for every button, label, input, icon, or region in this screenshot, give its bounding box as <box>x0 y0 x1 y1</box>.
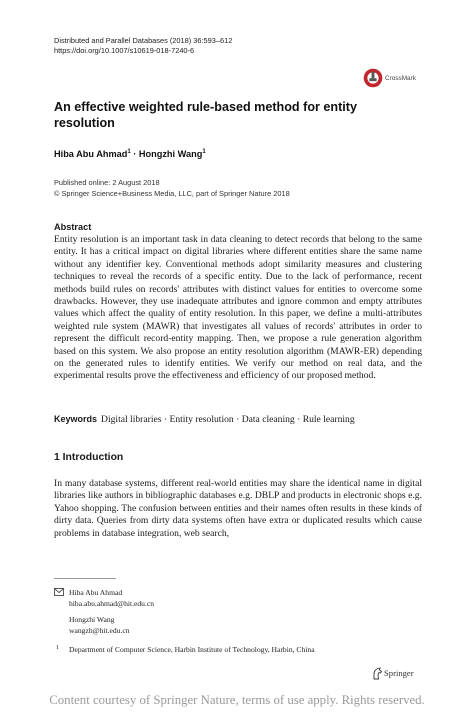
abstract-body <box>54 234 422 383</box>
author-name[interactable]: Hiba Abu Ahmad <box>54 149 128 160</box>
affiliation-number: 1 <box>56 645 59 651</box>
section-heading: 1 Introduction <box>54 452 124 463</box>
author-name[interactable]: Hongzhi Wang <box>138 149 203 160</box>
published-date: Published online: 2 August 2018 <box>54 178 160 187</box>
introduction-paragraph: In many database systems, different real-world entities may share the identical name in digital libraries like authors in bibliographic databases e.g. DBLP and products in electronic shops e.g. Yahoo shopping. The confusion between entities and their names often results in these kinds of dirty data. Queries from dirty data systems often have extra or duplicated results which cause problems in database integration, web search, <box>54 478 422 539</box>
springer-horse-icon <box>372 667 383 680</box>
springer-label: Springer <box>384 668 414 678</box>
affiliation-marker: 1 <box>127 149 131 155</box>
footnote-author-email[interactable]: hiba.abu.ahmad@hit.edu.cn <box>69 599 155 608</box>
footnote-author-name: Hiba Abu Ahmad <box>69 588 123 597</box>
article-title: An effective weighted rule-based method for entity resolution <box>54 100 357 130</box>
springer-logo <box>372 667 432 681</box>
courtesy-watermark: Content courtesy of Springer Nature, terms of use apply. Rights reserved. <box>49 693 425 707</box>
abstract-paragraph: Entity resolution is an important task in data cleaning to detect records that belong to the same entity. It has a critical impact on digital libraries where different entities share the same name without any identifier key. Conventional methods adopt similarity measures and clustering techniques to reveal the records of a specific entity. Due to the lack of performance, recent methods build rules on records' attributes with distinct values for entities to overcome some drawbacks. However, they use inadequate attributes and ignore common and empty attributes values which affect the quality of entity resolution. In this paper, we define a multi-attributes weighted rule system (MAWR) that investigates all values of records' attributes in order to represent the difficult record-entity mapping. Then, we propose a rule generation algorithm based on this system. We also propose an entity resolution algorithm (MAWR-ER) depending on the generated rules to identify entities. We verify our method on real data, and the experimental results prove the effectiveness and efficiency of our proposed method. <box>54 234 422 382</box>
footnote-author-name: Hongzhi Wang <box>69 615 115 624</box>
section-body <box>54 478 422 540</box>
copyright-notice: © Springer Science+Business Media, LLC, part of Springer Nature 2018 <box>54 189 290 198</box>
keywords-list: Digital libraries · Entity resolution · Data cleaning · Rule learning <box>101 414 355 425</box>
author-line <box>54 149 206 159</box>
affiliation-text: Department of Computer Science, Harbin Institute of Technology, Harbin, China <box>69 645 315 654</box>
keywords-line <box>54 414 355 425</box>
keywords-label: Keywords <box>54 414 98 424</box>
crossmark-label: CrossMark <box>385 75 416 82</box>
affiliation-marker: 1 <box>202 149 206 155</box>
author-separator: · <box>130 149 139 160</box>
footnote-divider <box>54 578 116 579</box>
doi-link[interactable]: https://doi.org/10.1007/s10619-018-7240-6 <box>54 46 195 55</box>
envelope-icon <box>54 588 64 596</box>
crossmark-badge[interactable] <box>363 68 431 92</box>
crossmark-icon <box>363 68 383 88</box>
footnote-author-email[interactable]: wangzh@hit.edu.cn <box>69 626 130 635</box>
abstract-heading: Abstract <box>54 222 92 232</box>
journal-citation: Distributed and Parallel Databases (2018) 36:593–612 <box>54 36 233 45</box>
